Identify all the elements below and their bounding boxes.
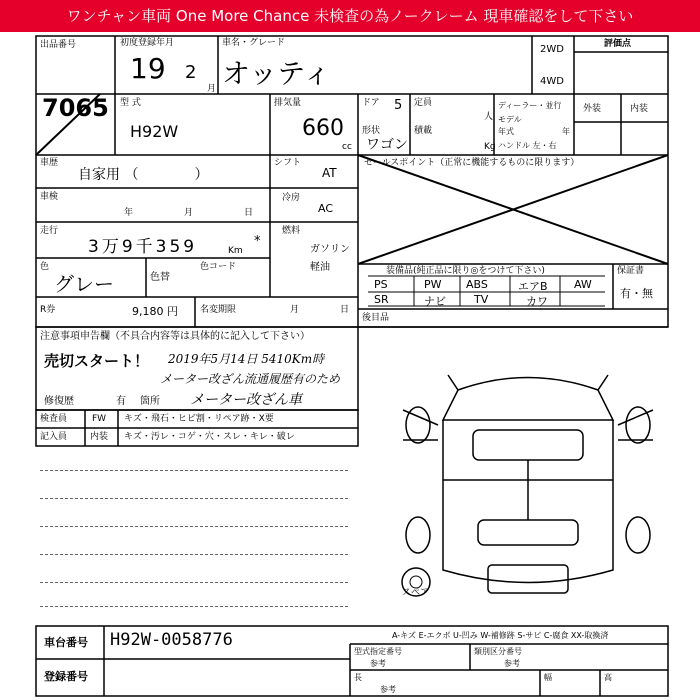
repair-value: 有 (116, 396, 126, 407)
load-unit: Kg (484, 142, 496, 152)
fuel-gas: ガソリン (310, 244, 350, 255)
equip-airbag: エアB (518, 280, 548, 293)
usage-label: 車歴 (40, 158, 59, 168)
inspector-text: キズ・飛石・ヒビ割・リペア跡・X要 (124, 414, 274, 424)
car-name-label: 車名・グレード (222, 38, 286, 48)
lot-number: 7065 (42, 94, 109, 122)
lot-label: 出品番号 (40, 40, 77, 50)
notes-label: 注意事項申告欄（不具合内容等は具体的に記入して下さい） (40, 331, 310, 342)
load-label: 積載 (414, 126, 433, 136)
dealer-label: ディーラー・並行 (498, 101, 562, 110)
exterior-label: 外装 (583, 104, 602, 114)
mileage-unit: Km (228, 246, 243, 256)
class-spec-ref: 参考 (504, 659, 520, 668)
month-unit: 月 (207, 84, 217, 94)
doors-label: ドア (362, 98, 380, 108)
displacement-label: 排気量 (274, 98, 302, 108)
repair-place-label: 箇所 (140, 396, 160, 407)
equip-leather: カワ (526, 295, 548, 308)
inspector-label: 検査員 (40, 414, 68, 424)
shape-label: 形状 (362, 126, 381, 136)
shape-value: ワゴン (366, 137, 408, 153)
name-change-month: 月 (290, 305, 300, 315)
model-year-label: モデル (498, 115, 522, 124)
doors-value: 5 (394, 98, 403, 113)
year-unit: 年 (562, 127, 570, 136)
fuel-diesel: 軽油 (310, 262, 330, 273)
equip-aw: AW (574, 278, 592, 291)
warranty-label: 保証書 (617, 266, 645, 276)
equip-sr: SR (374, 293, 389, 306)
note-line (40, 526, 348, 527)
note-line (40, 470, 348, 471)
type-spec-ref: 参考 (370, 659, 386, 668)
registration-label: 登録番号 (44, 670, 88, 683)
grade-label: 評価点 (604, 39, 632, 49)
shift-label: シフト (274, 158, 302, 168)
capacity-label: 定員 (414, 98, 433, 108)
repair-place-value: メーター改ざん車 (190, 392, 302, 408)
reg-month: 2 (185, 62, 197, 83)
reg-year: 19 (130, 52, 166, 85)
chassis-number: H92W-0058776 (110, 630, 233, 650)
note-line (40, 498, 348, 499)
dims-ref: 参考 (380, 685, 396, 694)
aircon-value: AC (318, 202, 334, 215)
spare-label: スペア (402, 588, 430, 598)
repair-label: 修復歴 (44, 396, 74, 407)
note-line (40, 582, 348, 583)
note-line (40, 554, 348, 555)
notes-handwritten-2: メーター改ざん流通履歴有のため (160, 372, 341, 386)
rear-seat-label: 後目品 (362, 313, 390, 323)
inspection-month: 月 (184, 208, 194, 218)
first-reg-label: 初度登録年月 (120, 38, 175, 48)
model-label: 型 式 (120, 98, 141, 108)
recorder-label: 記入員 (40, 432, 68, 442)
model-value: H92W (130, 122, 179, 141)
color-value: グレー (54, 272, 114, 296)
mileage-mark: * (254, 234, 261, 249)
notes-handwritten-1: 2019年5月14日 5410Km時 (168, 352, 325, 366)
shift-value: AT (322, 166, 337, 180)
height-label: 高 (604, 673, 612, 682)
note-line (40, 606, 348, 607)
color-label: 色 (40, 262, 50, 272)
car-diagram (398, 370, 658, 610)
name-change-label: 名変期限 (200, 305, 237, 315)
equip-navi: ナビ (424, 295, 446, 308)
damage-legend: A-キズ E-エクボ U-凹み W-補修跡 S-サビ C-腐食 XX-取換済 (392, 631, 609, 640)
class-spec-label: 類別区分番号 (474, 647, 522, 656)
type-spec-label: 型式指定番号 (354, 647, 402, 656)
inspection-day: 日 (244, 208, 254, 218)
recycle-label: R券 (40, 305, 56, 315)
sales-point-label: セールスポイント（正常に機能するものに限ります） (364, 158, 580, 168)
warranty-value: 有・無 (620, 287, 653, 300)
mileage-value: 3万9千359 (88, 237, 198, 257)
recorder-text: キズ・汚レ・コゲ・穴・スレ・キレ・破レ (124, 432, 295, 442)
name-change-day: 日 (340, 305, 350, 315)
handle-label: ハンドル 左・右 (498, 141, 557, 150)
drive-2wd: 2WD (540, 44, 564, 55)
equip-ps: PS (374, 278, 388, 291)
inspector-fw: FW (92, 414, 107, 424)
recycle-value: 9,180 円 (132, 305, 178, 318)
car-name: オッティ (222, 57, 331, 90)
displacement-value: 660 (302, 116, 344, 141)
inspection-label: 車検 (40, 192, 59, 202)
equipment-label: 装備品(純正品に限り◎をつけて下さい) (386, 266, 545, 276)
equip-tv: TV (474, 293, 489, 306)
inspection-year: 年 (124, 208, 134, 218)
aircon-label: 冷房 (282, 193, 301, 203)
length-label: 長 (354, 673, 362, 682)
color-code: 色コード (200, 262, 237, 272)
interior-label: 内装 (630, 104, 649, 114)
equip-pw: PW (424, 278, 442, 291)
displacement-unit: cc (342, 142, 352, 152)
usage-value: 自家用 （ ） (78, 167, 209, 183)
chassis-label: 車台番号 (44, 636, 88, 649)
color-change: 色替 (150, 272, 170, 283)
notes-line1: 売切スタート！ (44, 352, 150, 370)
width-label: 幅 (544, 673, 552, 682)
recorder-interior: 内装 (90, 432, 109, 442)
warning-banner: ワンチャン車両 One More Chance 未検査の為ノークレーム 現車確認をして下さい (0, 0, 700, 32)
fuel-label: 燃料 (282, 226, 301, 236)
capacity-unit: 人 (484, 112, 494, 122)
drive-4wd: 4WD (540, 76, 564, 87)
equip-abs: ABS (466, 278, 488, 291)
mileage-label: 走行 (40, 226, 59, 236)
year-label: 年式 (498, 127, 514, 136)
